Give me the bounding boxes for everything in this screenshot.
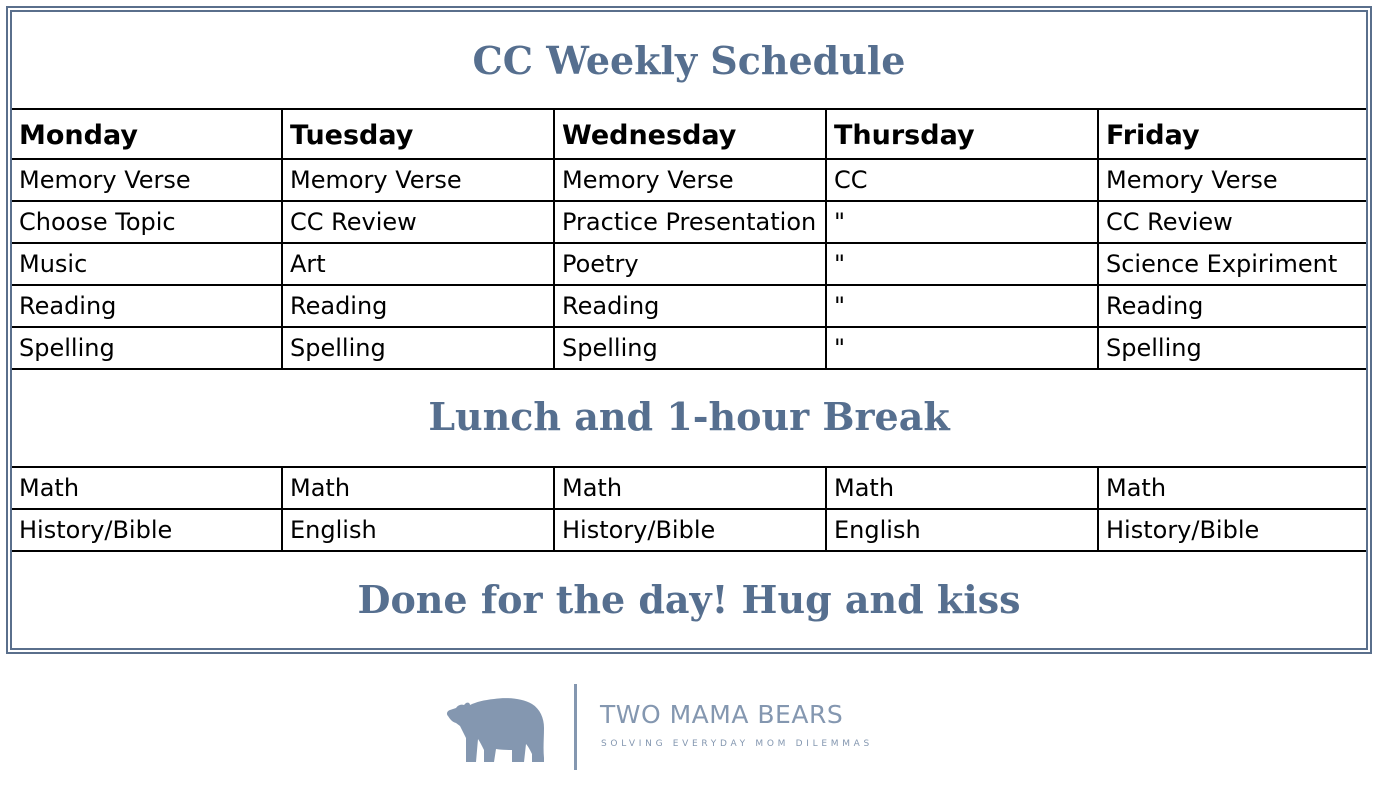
schedule-cell: Memory Verse bbox=[554, 159, 826, 201]
logo-tagline: SOLVING EVERYDAY MOM DILEMMAS bbox=[601, 739, 873, 749]
schedule-cell: Reading bbox=[1098, 285, 1366, 327]
schedule-cell: " bbox=[826, 327, 1098, 369]
brand-logo bbox=[444, 684, 884, 774]
logo-divider bbox=[574, 684, 577, 770]
schedule-cell: English bbox=[282, 509, 554, 551]
schedule-cell: History/Bible bbox=[12, 509, 282, 551]
schedule-cell: English bbox=[826, 509, 1098, 551]
day-header-monday: Monday bbox=[12, 109, 282, 159]
schedule-cell: Science Expiriment bbox=[1098, 243, 1366, 285]
day-header-wednesday: Wednesday bbox=[554, 109, 826, 159]
schedule-cell: " bbox=[826, 243, 1098, 285]
schedule-cell: Math bbox=[1098, 467, 1366, 509]
table-row bbox=[12, 327, 1366, 369]
schedule-cell: Practice Presentation bbox=[554, 201, 826, 243]
table-row bbox=[12, 159, 1366, 201]
schedule-cell: Math bbox=[282, 467, 554, 509]
afternoon-schedule-table bbox=[12, 466, 1366, 552]
day-header-thursday: Thursday bbox=[826, 109, 1098, 159]
schedule-cell: Math bbox=[554, 467, 826, 509]
schedule-cell: Math bbox=[12, 467, 282, 509]
schedule-cell: Reading bbox=[554, 285, 826, 327]
schedule-cell: Reading bbox=[282, 285, 554, 327]
schedule-cell: CC Review bbox=[1098, 201, 1366, 243]
schedule-cell: Art bbox=[282, 243, 554, 285]
schedule-cell: Memory Verse bbox=[282, 159, 554, 201]
schedule-cell: Choose Topic bbox=[12, 201, 282, 243]
schedule-cell: Poetry bbox=[554, 243, 826, 285]
schedule-cell: CC Review bbox=[282, 201, 554, 243]
table-row bbox=[12, 243, 1366, 285]
schedule-cell: CC bbox=[826, 159, 1098, 201]
day-header-tuesday: Tuesday bbox=[282, 109, 554, 159]
closing-banner: Done for the day! Hug and kiss bbox=[357, 577, 1021, 622]
schedule-cell: Spelling bbox=[282, 327, 554, 369]
lunch-break-banner: Lunch and 1-hour Break bbox=[428, 394, 950, 439]
bear-icon bbox=[444, 694, 548, 762]
schedule-cell: Math bbox=[826, 467, 1098, 509]
schedule-cell: Spelling bbox=[554, 327, 826, 369]
schedule-cell: " bbox=[826, 201, 1098, 243]
schedule-cell: History/Bible bbox=[554, 509, 826, 551]
logo-name: TWO MAMA BEARS bbox=[600, 700, 844, 729]
schedule-cell: Reading bbox=[12, 285, 282, 327]
schedule-cell: History/Bible bbox=[1098, 509, 1366, 551]
day-header-row bbox=[12, 109, 1366, 159]
table-row bbox=[12, 509, 1366, 551]
schedule-cell: Spelling bbox=[12, 327, 282, 369]
schedule-title: CC Weekly Schedule bbox=[472, 37, 906, 83]
schedule-cell: Spelling bbox=[1098, 327, 1366, 369]
table-row bbox=[12, 285, 1366, 327]
schedule-cell: Music bbox=[12, 243, 282, 285]
schedule-cell: Memory Verse bbox=[12, 159, 282, 201]
day-header-friday: Friday bbox=[1098, 109, 1366, 159]
table-row bbox=[12, 201, 1366, 243]
schedule-cell: Memory Verse bbox=[1098, 159, 1366, 201]
table-row bbox=[12, 467, 1366, 509]
morning-schedule-table bbox=[12, 108, 1366, 370]
schedule-cell: " bbox=[826, 285, 1098, 327]
